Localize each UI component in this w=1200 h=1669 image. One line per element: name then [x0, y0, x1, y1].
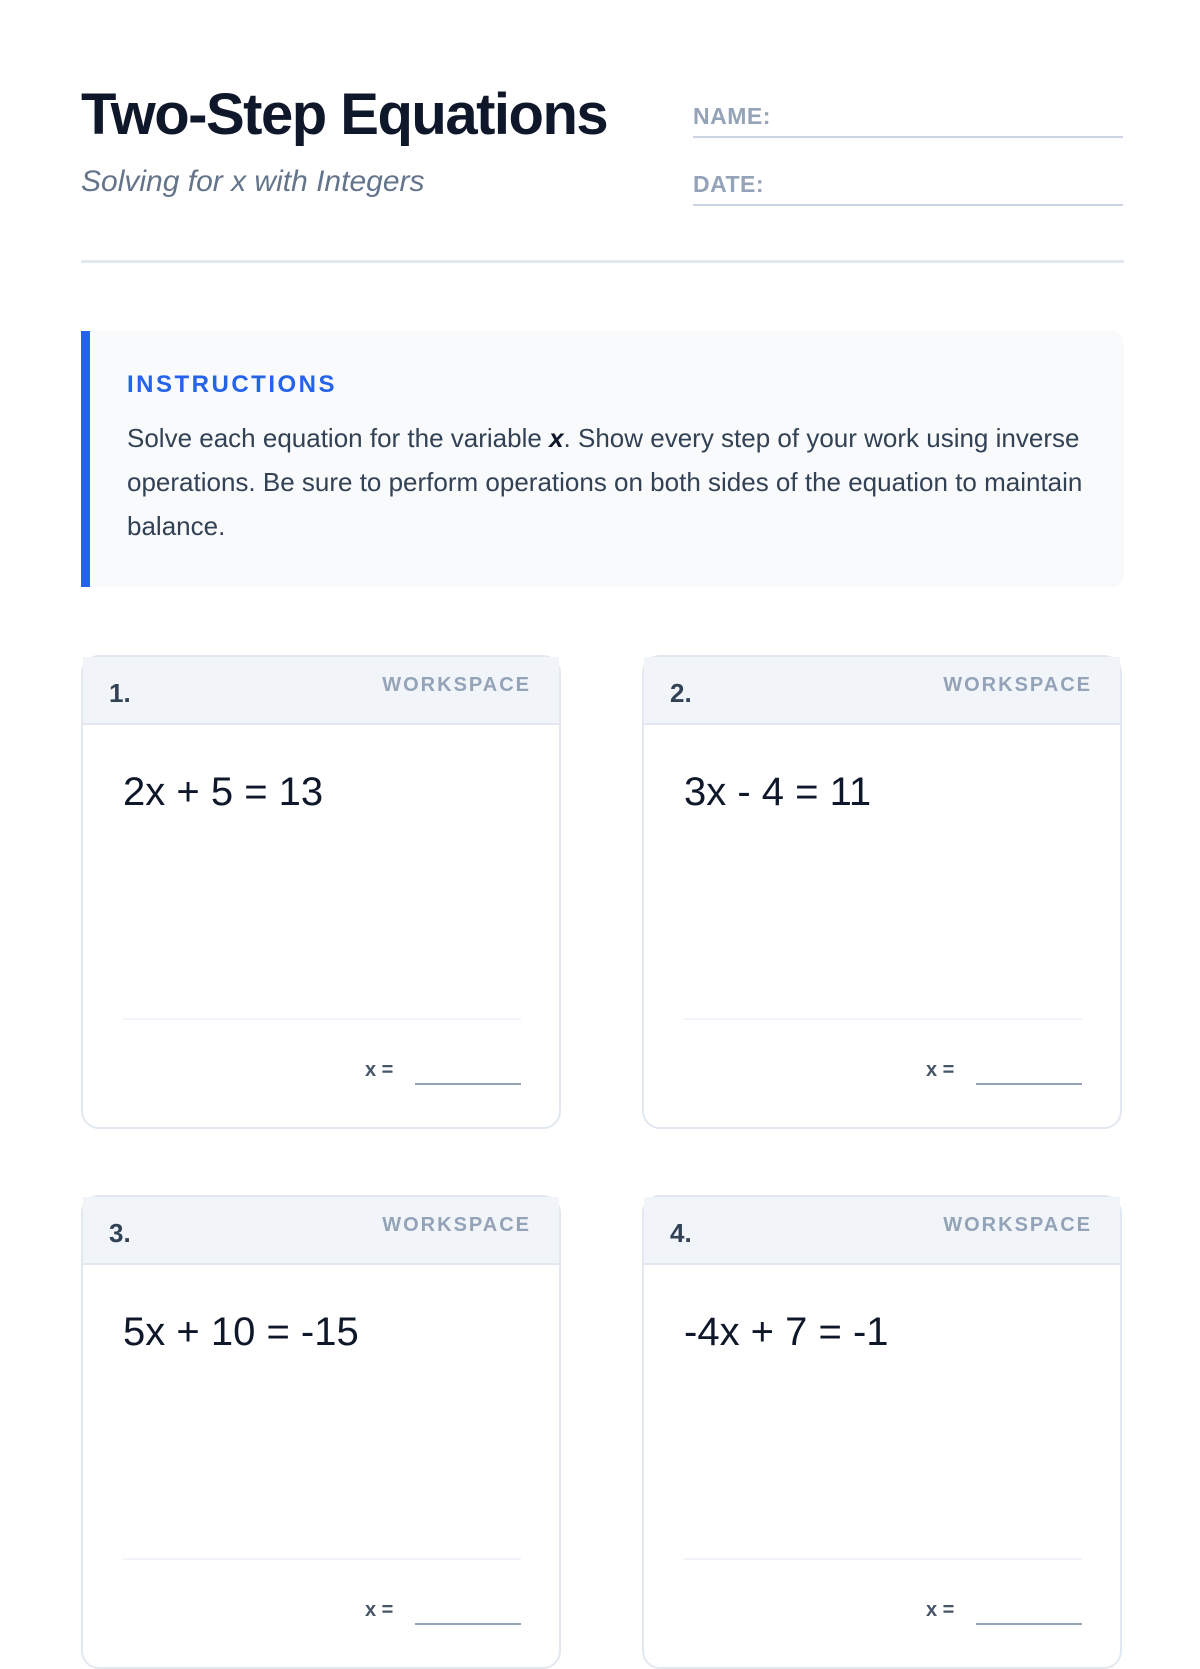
workspace-divider	[123, 1018, 521, 1020]
page-subtitle: Solving for x with Integers	[81, 165, 425, 198]
problem-number: 1.	[109, 678, 131, 708]
date-label: DATE:	[693, 171, 765, 197]
workspace-label: WORKSPACE	[943, 1214, 1092, 1236]
instructions-box	[81, 331, 1124, 587]
instructions-text-before: Solve each equation for the variable	[127, 423, 550, 453]
answer-label: x =	[365, 1059, 394, 1081]
date-field[interactable]	[693, 164, 1123, 206]
problem-equation: 2x + 5 = 13	[123, 770, 324, 814]
workspace-label: WORKSPACE	[382, 674, 531, 696]
instructions-text	[127, 416, 1087, 548]
workspace-label: WORKSPACE	[943, 674, 1092, 696]
problem-card	[81, 655, 561, 1129]
problem-card-header	[83, 657, 559, 725]
problem-card	[642, 1195, 1122, 1669]
answer-label: x =	[926, 1059, 955, 1081]
problem-card-header	[83, 1197, 559, 1265]
problem-equation: 5x + 10 = -15	[123, 1310, 359, 1354]
answer-blank[interactable]	[976, 1623, 1082, 1625]
problem-card	[81, 1195, 561, 1669]
workspace-divider	[684, 1018, 1082, 1020]
answer-blank[interactable]	[415, 1623, 521, 1625]
page-title: Two-Step Equations	[81, 82, 608, 147]
header-divider	[81, 260, 1124, 263]
answer-label: x =	[365, 1599, 394, 1621]
answer-blank[interactable]	[976, 1083, 1082, 1085]
instructions-heading: INSTRUCTIONS	[127, 371, 337, 398]
workspace-label: WORKSPACE	[382, 1214, 531, 1236]
name-field[interactable]	[693, 96, 1123, 138]
instructions-accent-bar	[81, 331, 90, 587]
problem-card	[642, 655, 1122, 1129]
problem-number: 3.	[109, 1218, 131, 1248]
problem-equation: 3x - 4 = 11	[684, 770, 872, 814]
name-label: NAME:	[693, 103, 771, 129]
problem-number: 2.	[670, 678, 692, 708]
problem-number: 4.	[670, 1218, 692, 1248]
problem-equation: -4x + 7 = -1	[684, 1310, 889, 1354]
workspace-divider	[123, 1558, 521, 1560]
workspace-divider	[684, 1558, 1082, 1560]
answer-blank[interactable]	[415, 1083, 521, 1085]
problem-card-header	[644, 1197, 1120, 1265]
instructions-variable: x	[549, 423, 564, 453]
answer-label: x =	[926, 1599, 955, 1621]
instructions-text-after: . Show every step of your work using inverse operations. Be sure to perform operations on both sides of the equation to maintain balance.	[127, 423, 1083, 541]
problem-card-header	[644, 657, 1120, 725]
